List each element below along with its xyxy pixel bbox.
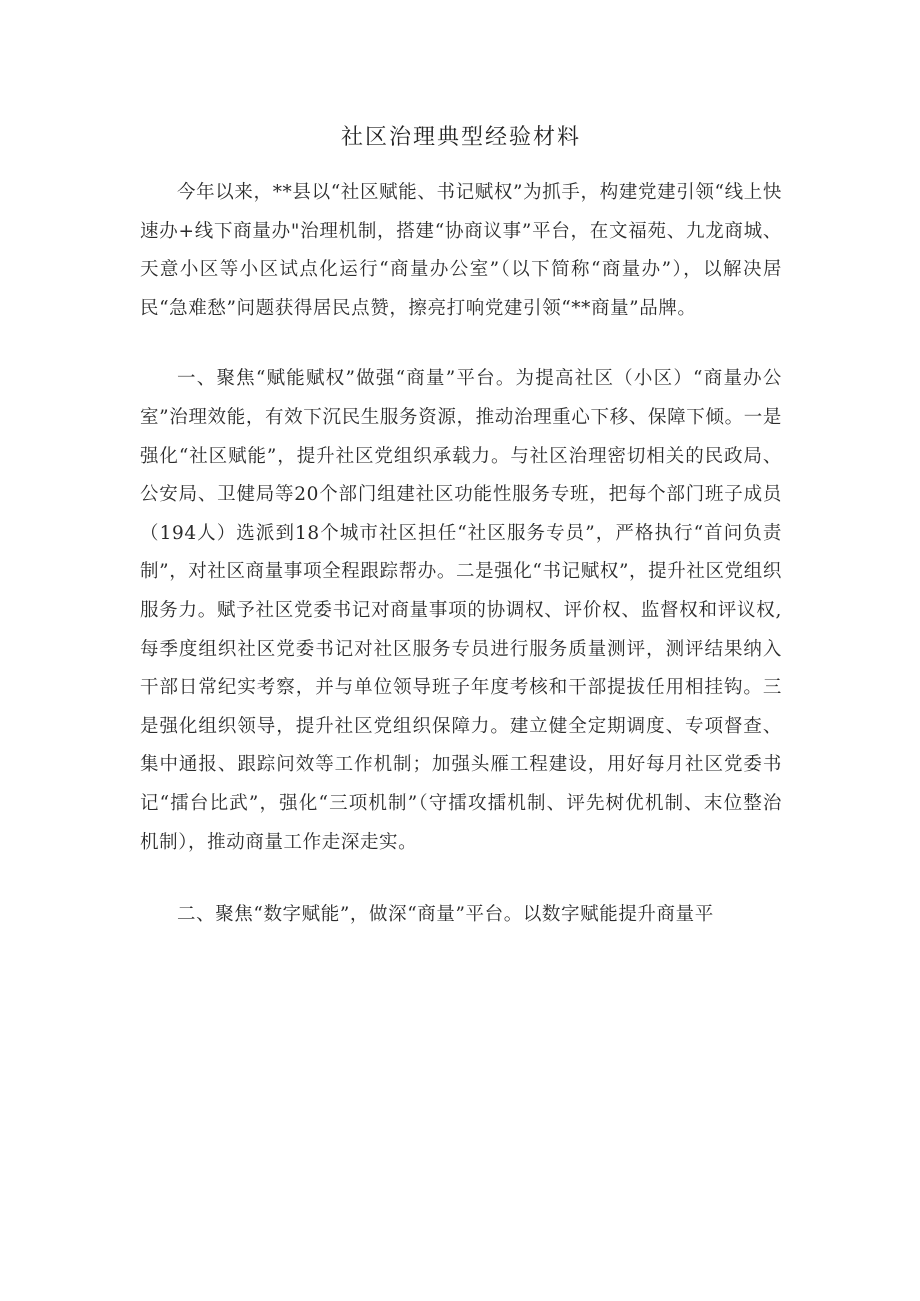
document-title: 社区治理典型经验材料 [340, 125, 581, 150]
paragraph-section-two: 二、聚焦“数字赋能”，做深“商量”平台。以数字赋能提升商量平 [177, 904, 714, 926]
document-body [140, 118, 782, 935]
paragraph-section-one: 一、聚焦“赋能赋权”做强“商量”平台。为提高社区（小区）“商量办公室”治理效能，有效下沉民生服务资源，推动治理重心下移、保障下倾。一是强化“社区赋能”，提升社区党组织承载力。与社区治理密切相关的民政局、公安局、卫健局等20个部门组建社区功能性服务专班，把每个部门班子成员（194人）选派到18个城市社区担任“社区服务专员”，严格执行“首问负责制”，对社区商量事项全程跟踪帮办。二是强化“书记赋权”，提升社区党组织服务力。赋予社区党委书记对商量事项的协调权、评价权、监督权和评议权,每季度组织社区党委书记对社区服务专员进行服务质量测评，测评结果纳入干部日常纪实考察，并与单位领导班子年度考核和干部提拔任用相挂钩。三是强化组织领导，提升社区党组织保障力。建立健全定期调度、专项督查、集中通报、跟踪问效等工作机制；加强头雁工程建设，用好每月社区党委书记“擂台比武”，强化“三项机制”（守擂攻擂机制、评先树优机制、末位整治机制），推动商量工作走深走实。 [140, 368, 782, 853]
paragraph-intro: 今年以来，**县以“社区赋能、书记赋权”为抓手，构建党建引领“线上快速办+线下商量办"治理机制，搭建“协商议事”平台，在文福苑、九龙商城、天意小区等小区试点化运行“商量办公室”（以下简称“商量办”），以解决居民“急难愁”问题获得居民点赞，擦亮打响党建引领“**商量”品牌。 [140, 182, 782, 319]
